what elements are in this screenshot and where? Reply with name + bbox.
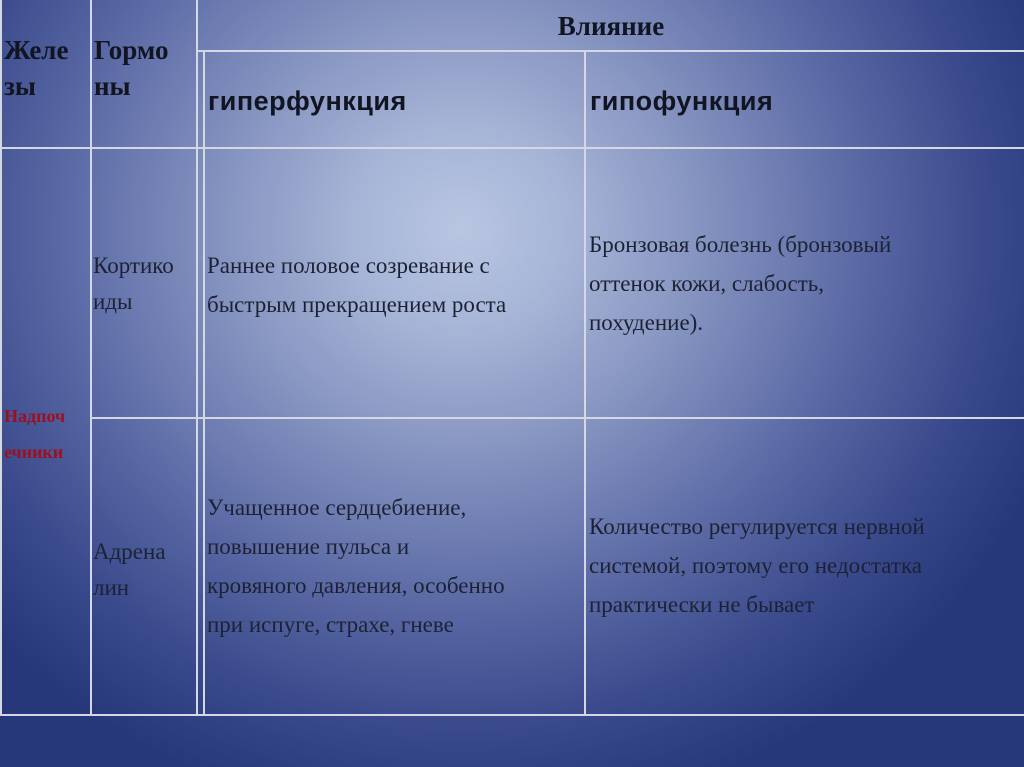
gland-line: Надпоч [4,406,66,426]
header-hormones-line: Гормо [94,35,169,65]
grid-line [584,52,586,716]
hormone-line: Адрена [93,539,166,564]
text-line: Раннее половое созревание с [207,253,490,278]
text-line: практически не бывает [589,592,815,617]
hormone-line: лин [93,575,130,600]
hormone-line: Кортико [93,253,174,278]
text-line: при испуге, страхе, гневе [207,612,454,637]
grid-line [90,0,92,716]
hormone-line: иды [93,289,133,314]
grid-line [90,417,1024,419]
header-hypofunction: гипофункция [590,86,774,116]
grid-line [196,0,198,716]
text-line: системой, поэтому его недостатка [589,553,922,578]
grid-line [0,147,1024,149]
text-line: повышение пульса и [207,534,410,559]
hypo-adrenaline [589,507,1019,624]
header-hormones [94,32,194,104]
header-influence: Влияние [557,11,665,41]
gland-adrenal [4,398,90,470]
header-glands [4,32,90,104]
text-line: кровяного давления, особенно [207,573,505,598]
header-hormones-line: ны [94,71,131,101]
text-line: быстрым прекращением роста [207,292,507,317]
text-line: оттенок кожи, слабость, [589,271,825,296]
hormone-adrenaline [93,534,196,606]
grid-line [196,50,1024,52]
header-glands-line: Желе [4,35,69,65]
text-line: Бронзовая болезнь (бронзовый [589,232,892,257]
grid-line [0,714,1024,716]
grid-line [0,0,2,716]
grid-line [203,52,205,716]
hypo-corticoids [589,225,1019,342]
text-line: Учащенное сердцебиение, [207,495,467,520]
hyper-corticoids [207,246,583,324]
header-hyperfunction: гиперфункция [208,86,407,116]
hyper-adrenaline [207,488,583,644]
gland-line: ечники [4,442,64,462]
text-line: Количество регулируется нервной [589,514,925,539]
hormone-corticoids [93,248,196,320]
header-glands-line: зы [4,71,36,101]
text-line: похудение). [589,310,704,335]
